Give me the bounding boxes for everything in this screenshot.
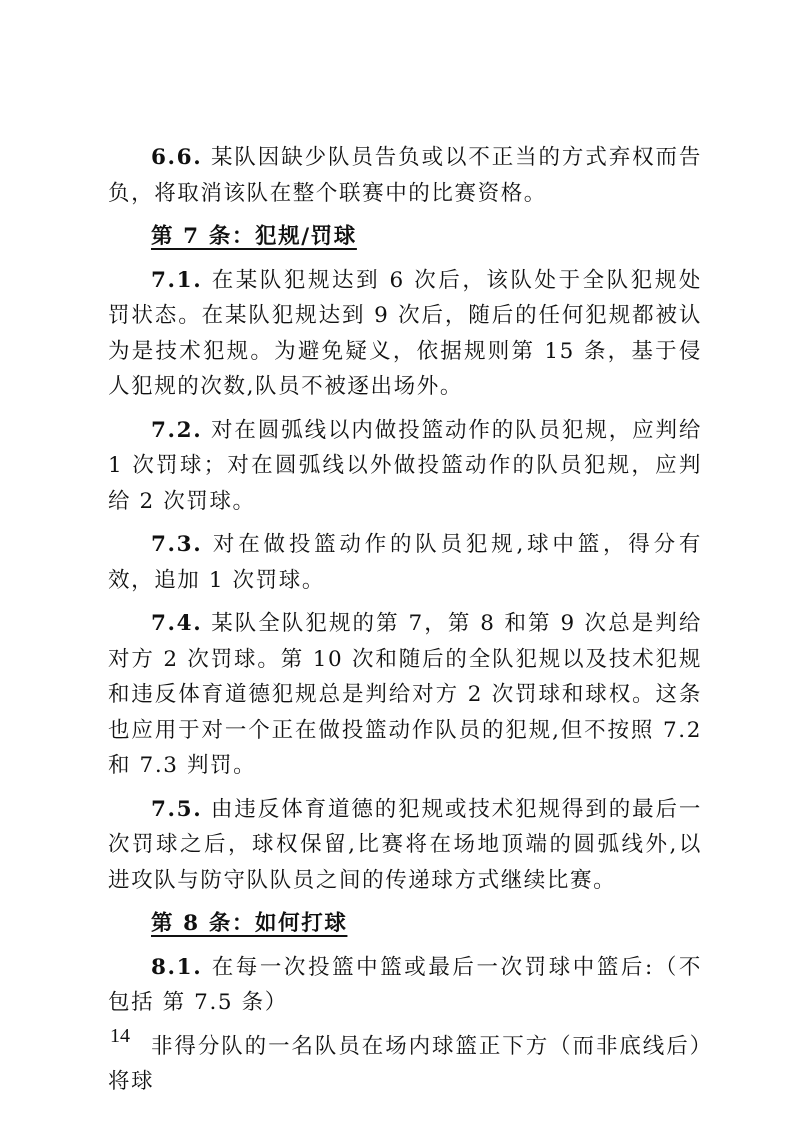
clause-number: 8.1.: [151, 954, 203, 980]
paragraph-8-1: [108, 950, 702, 1021]
clause-text: 对在做投篮动作的队员犯规,球中篮，得分有效，追加 1 次罚球。: [108, 532, 702, 593]
clause-text: 由违反体育道德的犯规或技术犯规得到的最后一次罚球之后，球权保留,比赛将在场地顶端的圆弧线外,以进攻队与防守队队员之间的传递球方式继续比赛。: [108, 796, 702, 893]
paragraph-6-6: [108, 140, 702, 211]
clause-text: 对在圆弧线以内做投篮动作的队员犯规，应判给 1 次罚球；对在圆弧线以外做投篮动作的队员犯规，应判给 2 次罚球。: [108, 417, 702, 514]
clause-text: 某队因缺少队员告负或以不正当的方式弃权而告负，将取消该队在整个联赛中的比赛资格。: [108, 145, 702, 206]
clause-number: 6.6.: [151, 145, 203, 170]
paragraph-7-5: [108, 792, 702, 899]
clause-text: 在每一次投篮中篮或最后一次罚球中篮后:（不包括 第 7.5 条）: [108, 954, 702, 1015]
clause-number: 7.3.: [151, 532, 203, 557]
heading-text: 第 7 条：犯规/罚球: [151, 224, 357, 249]
paragraph-7-2: [108, 413, 702, 520]
clause-text: 在某队犯规达到 6 次后，该队处于全队犯规处罚状态。在某队犯规达到 9 次后，随后的任何犯规都被认为是技术犯规。为避免疑义，依据规则第 15 条，基于侵人犯规的次数,队员不被逐出场外。: [108, 267, 702, 399]
paragraph-7-1: [108, 263, 702, 405]
article-7-heading: [108, 219, 702, 255]
document-body: [108, 140, 702, 1108]
clause-number: 7.5.: [151, 796, 203, 822]
clause-text: 某队全队犯规的第 7，第 8 和第 9 次总是判给对方 2 次罚球。第 10 次和随后的全队犯规以及技术犯规和违反体育道德犯规总是判给对方 2 次罚球和球权。这条也应用于对一个正在做投篮动作队员的犯规,但不按照 7.2 和 7.3 判罚。: [108, 611, 702, 778]
clause-number: 7.1.: [151, 267, 203, 293]
paragraph-8-1-continued: [108, 1029, 702, 1100]
paragraph-7-4: [108, 606, 702, 784]
clause-text: 非得分队的一名队员在场内球篮正下方（而非底线后）将球: [108, 1033, 702, 1094]
heading-text: 第 8 条：如何打球: [151, 911, 348, 936]
clause-number: 7.4.: [151, 611, 203, 636]
clause-number: 7.2.: [151, 417, 203, 443]
paragraph-7-3: [108, 527, 702, 598]
page-number: 14: [110, 1025, 130, 1047]
article-8-heading: [108, 906, 702, 942]
